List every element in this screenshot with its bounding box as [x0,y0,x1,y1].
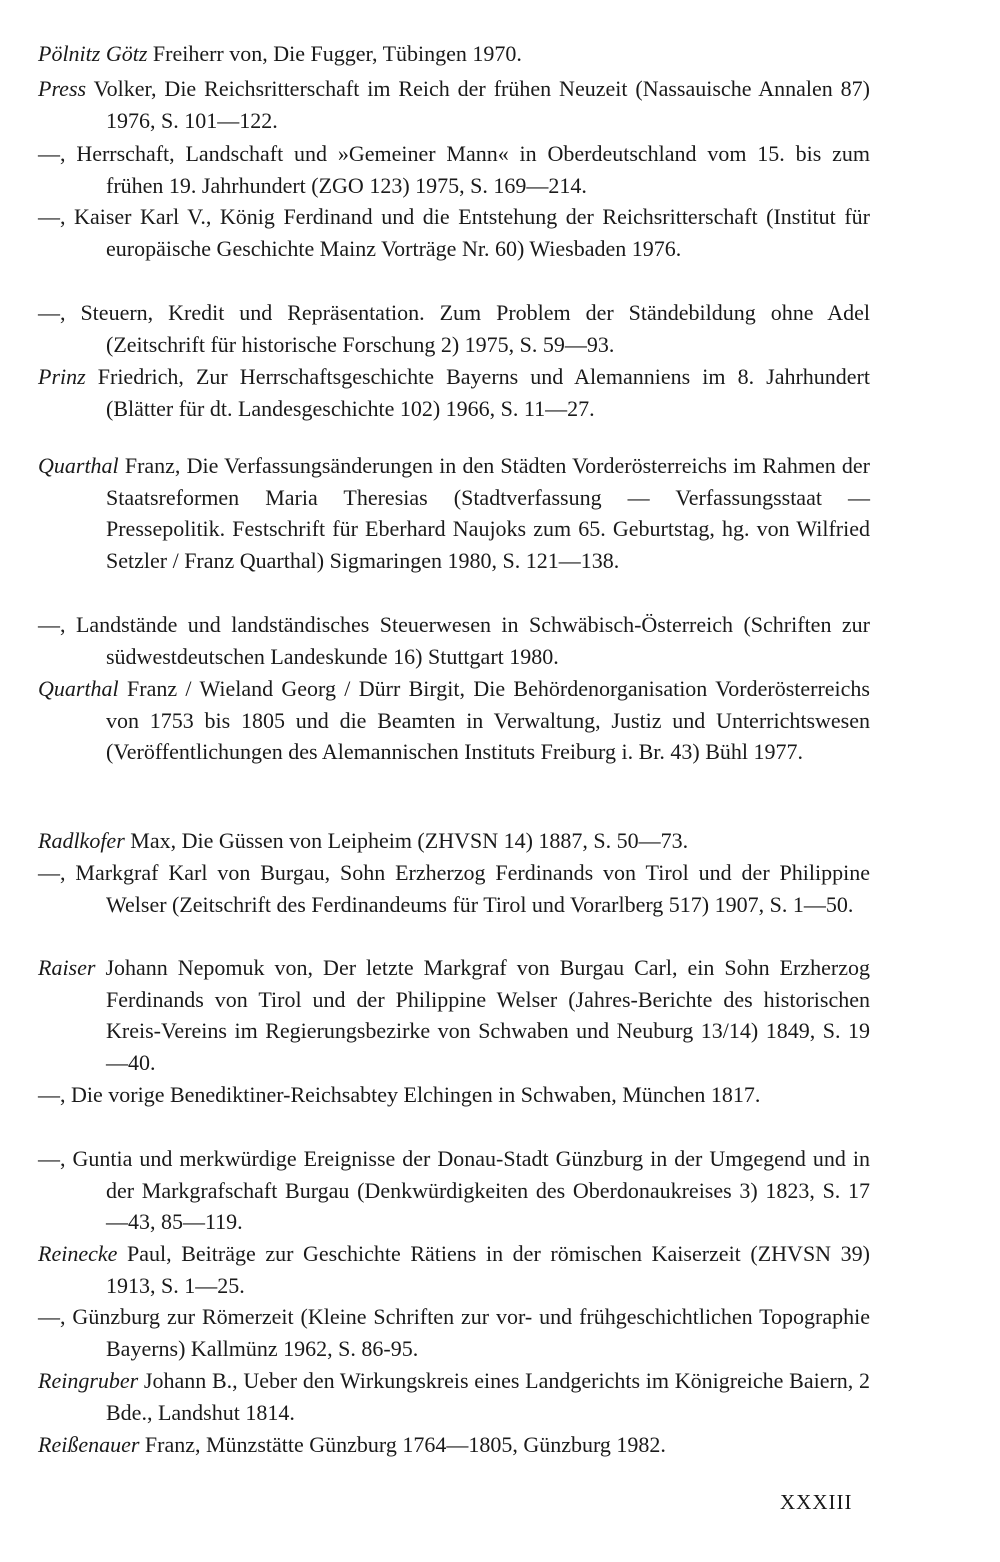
entry-author: Quarthal [38,453,119,478]
entry-poelnitz [38,38,870,70]
entry-author: Reinecke [38,1241,118,1266]
entry-reinecke-raetien [38,1238,870,1301]
entry-text: Volker, Die Reichsritterschaft im Reich der frühen Neuzeit (Nassauische Annalen 87) 1976, S. 101—122. [86,76,870,133]
entry-text: —, Günzburg zur Römerzeit (Kleine Schriften zur vor- und frühgeschichtlichen Topographie Bayerns) Kallmünz 1962, S. 86-95. [38,1304,870,1361]
entry-raiser-guntia [38,1143,870,1238]
entry-reingruber [38,1365,870,1428]
entry-text: Franz, Die Verfassungsänderungen in den Städten Vorderösterreichs im Rahmen der Staatsreformen Maria Theresias (Stadtverfassung — Verfassungsstaat — Pressepolitik. Festschrift für Eberhard Naujoks zum 65. Geburtstag, hg. von Wilfried Setzler / Franz Quarthal) Sigmaringen 1980, S. 121—138. [106,453,870,573]
entry-press-kaiser-karl [38,201,870,264]
entry-prinz [38,361,870,424]
entry-text: Paul, Beiträge zur Geschichte Rätiens in der römischen Kaiserzeit (ZHVSN 39) 1913, S. 1—25. [106,1241,870,1298]
entry-author: Reißenauer [38,1432,140,1457]
entry-author: Quarthal [38,676,119,701]
entry-author: Reingruber [38,1368,139,1393]
entry-reissenauer [38,1429,870,1461]
entry-author: Radlkofer [38,828,125,853]
page-number: XXXIII [780,1490,853,1514]
entry-radlkofer-burgau [38,857,870,920]
entry-quarthal-verfassung [38,450,870,576]
entry-press-steuern [38,297,870,360]
entry-raiser-markgraf [38,952,870,1078]
entry-quarthal-landstaende [38,609,870,672]
entry-text: Friedrich, Zur Herrschaftsgeschichte Bayerns und Alemanniens im 8. Jahrhundert (Blätter für dt. Landesgeschichte 102) 1966, S. 11—27. [85,364,870,421]
entry-text: Johann Nepomuk von, Der letzte Markgraf von Burgau Carl, ein Sohn Erzherzog Ferdinands von Tirol und der Philippine Welser (Jahres-Berichte des historischen Kreis-Vereins im Regierungsbezirke von Schwaben und Neuburg 13/14) 1849, S. 19—40. [95,955,870,1075]
entry-press-herrschaft [38,138,870,201]
entry-press-reichsritterschaft [38,73,870,136]
entry-quarthal-behoerden [38,673,870,768]
entry-radlkofer-guessen [38,825,870,857]
entry-author: Prinz [38,364,86,389]
entry-text: —, Landstände und landständisches Steuerwesen in Schwäbisch-Österreich (Schriften zur südwestdeutschen Landeskunde 16) Stuttgart 1980. [38,612,870,669]
entry-text: Johann B., Ueber den Wirkungskreis eines Landgerichts im Königreiche Baiern, 2 Bde., Landshut 1814. [106,1368,870,1425]
entry-text: —, Kaiser Karl V., König Ferdinand und die Entstehung der Reichsritterschaft (Institut für europäische Geschichte Mainz Vorträge Nr. 60) Wiesbaden 1976. [38,204,870,261]
entry-text: —, Steuern, Kredit und Repräsentation. Zum Problem der Ständebildung ohne Adel (Zeitschrift für historische Forschung 2) 1975, S. 59—93. [38,300,870,357]
entry-text: Max, Die Güssen von Leipheim (ZHVSN 14) 1887, S. 50—73. [124,828,689,853]
entry-reinecke-guenzburg [38,1301,870,1364]
entry-text: —, Guntia und merkwürdige Ereignisse der Donau-Stadt Günzburg in der Umgegend und in der Markgrafschaft Burgau (Denkwürdigkeiten des Oberdonaukreises 3) 1823, S. 17—43, 85—119. [38,1146,870,1234]
entry-author: Press [38,76,87,101]
entry-author: Raiser [38,955,96,980]
entry-text: Freiherr von, Die Fugger, Tübingen 1970. [147,41,522,66]
entry-raiser-elchingen [38,1079,870,1111]
entry-author: Pölnitz Götz [38,41,148,66]
entry-text: —, Die vorige Benediktiner-Reichsabtey Elchingen in Schwaben, München 1817. [38,1082,761,1107]
entry-text: —, Herrschaft, Landschaft und »Gemeiner Mann« in Oberdeutschland vom 15. bis zum frühen 19. Jahrhundert (ZGO 123) 1975, S. 169—214. [38,141,870,198]
entry-text: —, Markgraf Karl von Burgau, Sohn Erzherzog Ferdinands von Tirol und der Philippine Welser (Zeitschrift des Ferdinandeums für Tirol und Vorarlberg 517) 1907, S. 1—50. [38,860,870,917]
entry-text: Franz, Münzstätte Günzburg 1764—1805, Günzburg 1982. [139,1432,666,1457]
entry-text: Franz / Wieland Georg / Dürr Birgit, Die Behördenorganisation Vorderösterreichs von 1753 bis 1805 und die Beamten in Verwaltung, Justiz und Unterrichtswesen (Veröffentlichungen des Alemannischen Instituts Freiburg i. Br. 43) Bühl 1977. [106,676,870,764]
